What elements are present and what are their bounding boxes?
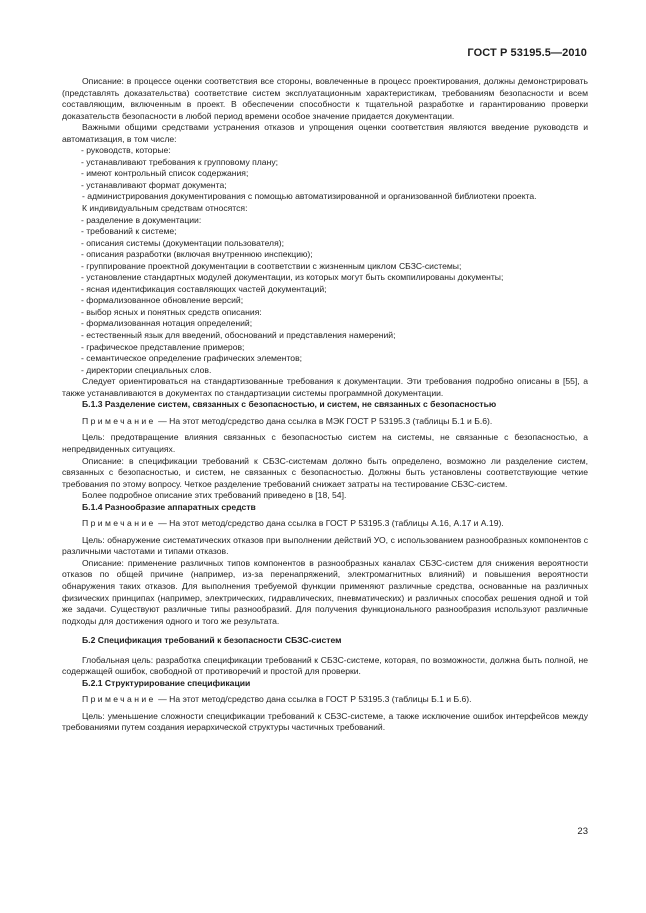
body-paragraph: Цель: уменьшение сложности спецификации требований к СБЗС-системе, а также исключение ошибок интерфейсов между требованиями путем создания иерархической структуры частичных требований.	[62, 710, 588, 733]
list-item: - формализованная нотация определений;	[81, 318, 253, 329]
list-item: - установление стандартных модулей документации, из которых могут быть скомпилированы документы;	[81, 272, 504, 283]
body-paragraph: Более подробное описание этих требований приведено в [18, 54].	[82, 490, 347, 501]
section-heading: Б.1.4 Разнообразие аппаратных средств	[82, 501, 256, 512]
note-text: — На этот метод/средство дана ссылка в ГОСТ Р 53195.3 (таблицы А.16, А.17 и А.19).	[155, 518, 504, 529]
body-paragraph: Глобальная цель: разработка спецификации требований к СБЗС-системе, которая, по возможности, должна быть полной, не содержащей ошибок, свободной от противоречий и простой для проверки.	[62, 654, 588, 677]
section-heading: Б.2 Спецификация требований к безопасности СБЗС-систем	[82, 635, 342, 646]
list-item: - естественный язык для введений, обоснований и представления намерений;	[81, 330, 396, 341]
body-paragraph: Описание: в процессе оценки соответствия все стороны, вовлеченные в процесс проектирования, должны демонстрировать (представлять доказательства) соответствие систем эксплуатационным характеристикам, требованиям безопасности и всем составляющим, включенным в проект. В обеспечении способности к тщательной разработке и гарантированию проверки доказательств безопасности в любой период времени особое значение придается документации.	[62, 76, 588, 121]
list-item: - описания системы (документации пользователя);	[81, 237, 284, 248]
note-paragraph	[62, 694, 588, 706]
list-item: - графическое представление примеров;	[81, 341, 245, 352]
list-item: - семантическое определение графических элементов;	[81, 353, 303, 364]
list-item: - требований к системе;	[81, 226, 177, 237]
list-item: - ясная идентификация составляющих частей документаций;	[81, 283, 327, 294]
list-item: - группирование проектной документации в соответствии с жизненным циклом СБЗС-системы;	[81, 260, 462, 271]
body-paragraph: Следует ориентироваться на стандартизованные требования к документации. Эти требования подробно описаны в [55], а также устанавливаются в документах по стандартизации системы программной документации.	[62, 376, 588, 398]
body-paragraph: Описание: в спецификации требований к СБЗС-системам должно быть определено, возможно ли разделение систем, связанных с безопасностью, и систем, не связанных с безопасностью. Должны быть установлены соответствующие четкие требования по этому вопросу. Четкое разделение требований снижает затраты на тестирование СБЗС-систем.	[62, 455, 588, 489]
note-text: — На этот метод/средство дана ссылка в ГОСТ Р 53195.3 (таблицы Б.1 и Б.6).	[155, 694, 472, 705]
note-text: — На этот метод/средство дана ссылка в МЭК ГОСТ Р 53195.3 (таблицы Б.1 и Б.6).	[155, 415, 493, 426]
section-heading: Б.1.3 Разделение систем, связанных с безопасностью, и систем, не связанных с безопасностью	[82, 399, 497, 410]
page-number: 23	[577, 826, 588, 837]
note-paragraph	[62, 518, 588, 530]
list-item: - формализованное обновление версий;	[81, 295, 244, 306]
list-item: - описания разработки (включая внутреннюю инспекцию);	[81, 249, 313, 260]
list-item: - выбор ясных и понятных средств описания:	[81, 306, 262, 317]
list-item: - имеют контрольный список содержания;	[81, 168, 249, 179]
document-header: ГОСТ Р 53195.5—2010	[467, 47, 587, 59]
note-paragraph	[62, 416, 588, 428]
list-item: - разделение в документации:	[81, 214, 202, 225]
section-heading: Б.2.1 Структурирование спецификации	[82, 677, 251, 688]
body-paragraph: Важными общими средствами устранения отказов и упрощения оценки соответствия являются введение руководств и автоматизация, в том числе:	[62, 122, 588, 144]
body-paragraph: К индивидуальным средствам относятся:	[82, 203, 248, 214]
note-label: Примечание	[82, 415, 156, 426]
body-paragraph: Цель: обнаружение систематических отказов при выполнении действий УО, с использованием разнообразных компонентов с различными частотами и типами отказов.	[62, 534, 588, 557]
body-paragraph: - администрирования документирования с помощью автоматизированной и организованной библиотеки проекта.	[82, 191, 537, 202]
body-paragraph: Цель: предотвращение влияния связанных с безопасностью систем на системы, не связанные с безопасностью, а непредвиденных ситуациях.	[62, 432, 588, 454]
note-label: Примечание	[82, 518, 156, 529]
note-label: Примечание	[82, 694, 156, 705]
list-item: - директории специальных слов.	[81, 364, 212, 375]
body-paragraph: Описание: применение различных типов компонентов в разнообразных каналах СБЗС-систем для снижения вероятности отказов по общей причине (например, из-за перенапряжений, электромагнитных влияний) и повышения вероятности обнаружения таких отказов. Для выполнения требуемой функции применяют различные средства, основанные на различных физических принципах (например, электрических, гидравлических, пневматических) и различных способах решения одной и той же задачи. Существуют различные типы разнообразий. Для получения функционального разнообразия используют различные подходы для достижения одного и того же результата.	[62, 557, 588, 626]
list-item: - устанавливают формат документа;	[81, 179, 227, 190]
list-item: - руководств, которые:	[81, 145, 171, 156]
list-item: - устанавливают требования к групповому плану;	[81, 156, 279, 167]
document-body	[62, 76, 588, 734]
